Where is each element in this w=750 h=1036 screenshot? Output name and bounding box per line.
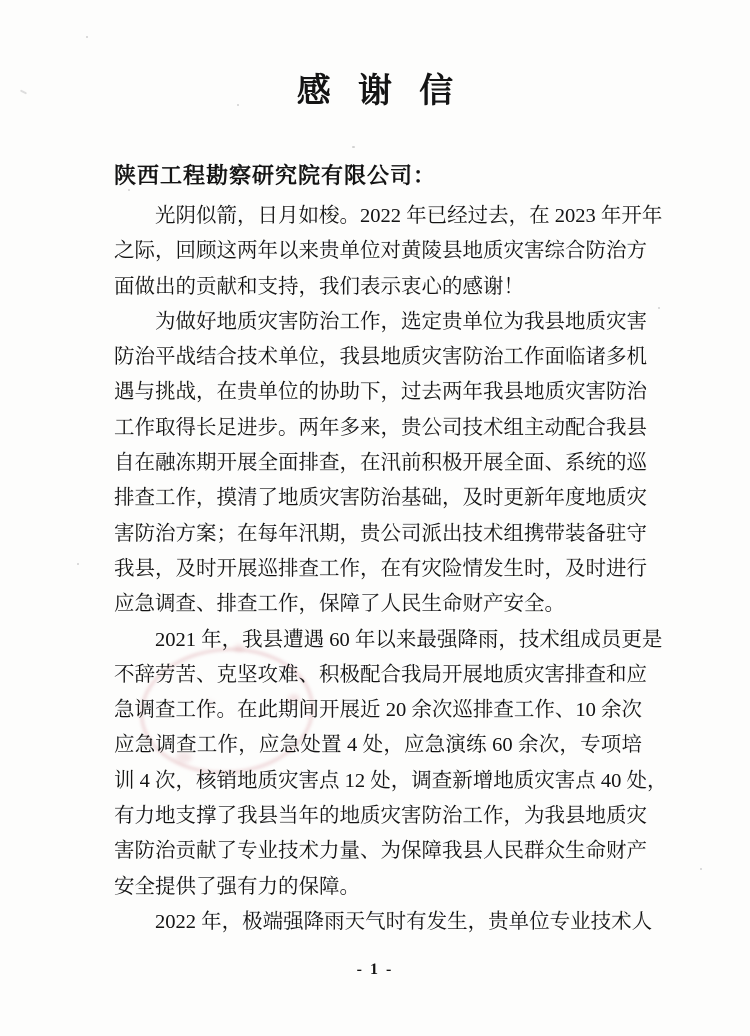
body-line-text: 有力地支撑了我县当年的地质灾害防治工作，为我县地质灾 — [114, 805, 647, 828]
body-line — [114, 799, 647, 834]
body-line — [114, 905, 653, 940]
body-line-text: 不辞劳苦、克坚攻难、积极配合我局开展地质灾害排查和应 — [114, 663, 647, 686]
body-line — [114, 481, 647, 516]
scan-speck — [77, 563, 79, 565]
body-line — [114, 623, 663, 658]
body-line-text: 应急调查工作，应急处置 4 处，应急演练 60 余次，专项培 — [114, 734, 642, 757]
page-number: - 1 - — [356, 961, 394, 978]
body-line — [114, 728, 642, 763]
body-line — [114, 340, 647, 375]
body-line — [114, 234, 647, 269]
body-line-text: 面做出的贡献和支持，我们表示衷心的感谢！ — [114, 275, 524, 298]
body-line-text: 训 4 次，核销地质灾害点 12 处，调查新增地质灾害点 40 处， — [114, 769, 668, 792]
body-line-text: 急调查工作。在此期间开展近 20 余次巡排查工作、10 余次 — [114, 699, 642, 722]
body-line — [114, 199, 663, 234]
body-line-text: 害防治方案；在每年汛期，贵公司派出技术组携带装备驻守 — [114, 522, 647, 545]
letter-title: 感谢信 — [296, 73, 481, 110]
body-line-text: 为做好地质灾害防治工作，选定贵单位为我县地质灾害 — [114, 310, 647, 333]
body-line — [114, 764, 668, 799]
scan-speck — [658, 307, 660, 309]
body-line-text: 之际，回顾这两年以来贵单位对黄陵县地质灾害综合防治方 — [114, 240, 647, 263]
body-line — [114, 693, 642, 728]
scan-speck — [700, 868, 702, 870]
body-line-text: 安全提供了强有力的保障。 — [114, 875, 360, 898]
body-line-text: 我县，及时开展巡排查工作，在有灾险情发生时，及时进行 — [114, 557, 647, 580]
body-line — [114, 834, 647, 869]
body-line-text: 应急调查、排查工作，保障了人民生命财产安全。 — [114, 593, 565, 616]
body-line — [114, 517, 647, 552]
scan-speck — [352, 146, 355, 148]
body-line-text: 2021 年，我县遭遇 60 年以来最强降雨，技术组成员更是 — [114, 628, 663, 651]
body-line-text: 遇与挑战，在贵单位的协助下，过去两年我县地质灾害防治 — [114, 381, 647, 404]
letter-body — [114, 199, 668, 940]
body-line — [114, 552, 647, 587]
body-line — [114, 870, 642, 905]
body-line-text: 光阴似箭，日月如梭。2022 年已经过去，在 2023 年开年 — [114, 205, 663, 227]
body-line — [114, 270, 642, 305]
body-line — [114, 587, 642, 622]
body-line-text: 2022 年，极端强降雨天气时有发生，贵单位专业技术人 — [114, 910, 653, 933]
body-line — [114, 411, 647, 446]
body-line — [114, 375, 647, 410]
body-line-text: 自在融冻期开展全面排查，在汛前积极开展全面、系统的巡 — [114, 452, 647, 475]
scan-speck — [86, 36, 88, 38]
body-line-text: 工作取得长足进步。两年多来，贵公司技术组主动配合我县 — [114, 416, 647, 439]
body-line — [114, 305, 647, 340]
body-line-text: 害防治贡献了专业技术力量、为保障我县人民群众生命财产 — [114, 840, 647, 863]
salutation: 陕西工程勘察研究院有限公司： — [114, 163, 437, 188]
body-line-text: 防治平战结合技术单位，我县地质灾害防治工作面临诸多机 — [114, 346, 647, 369]
body-line — [114, 446, 647, 481]
body-line — [114, 658, 647, 693]
body-line-text: 排查工作，摸清了地质灾害防治基础，及时更新年度地质灾 — [114, 487, 647, 510]
